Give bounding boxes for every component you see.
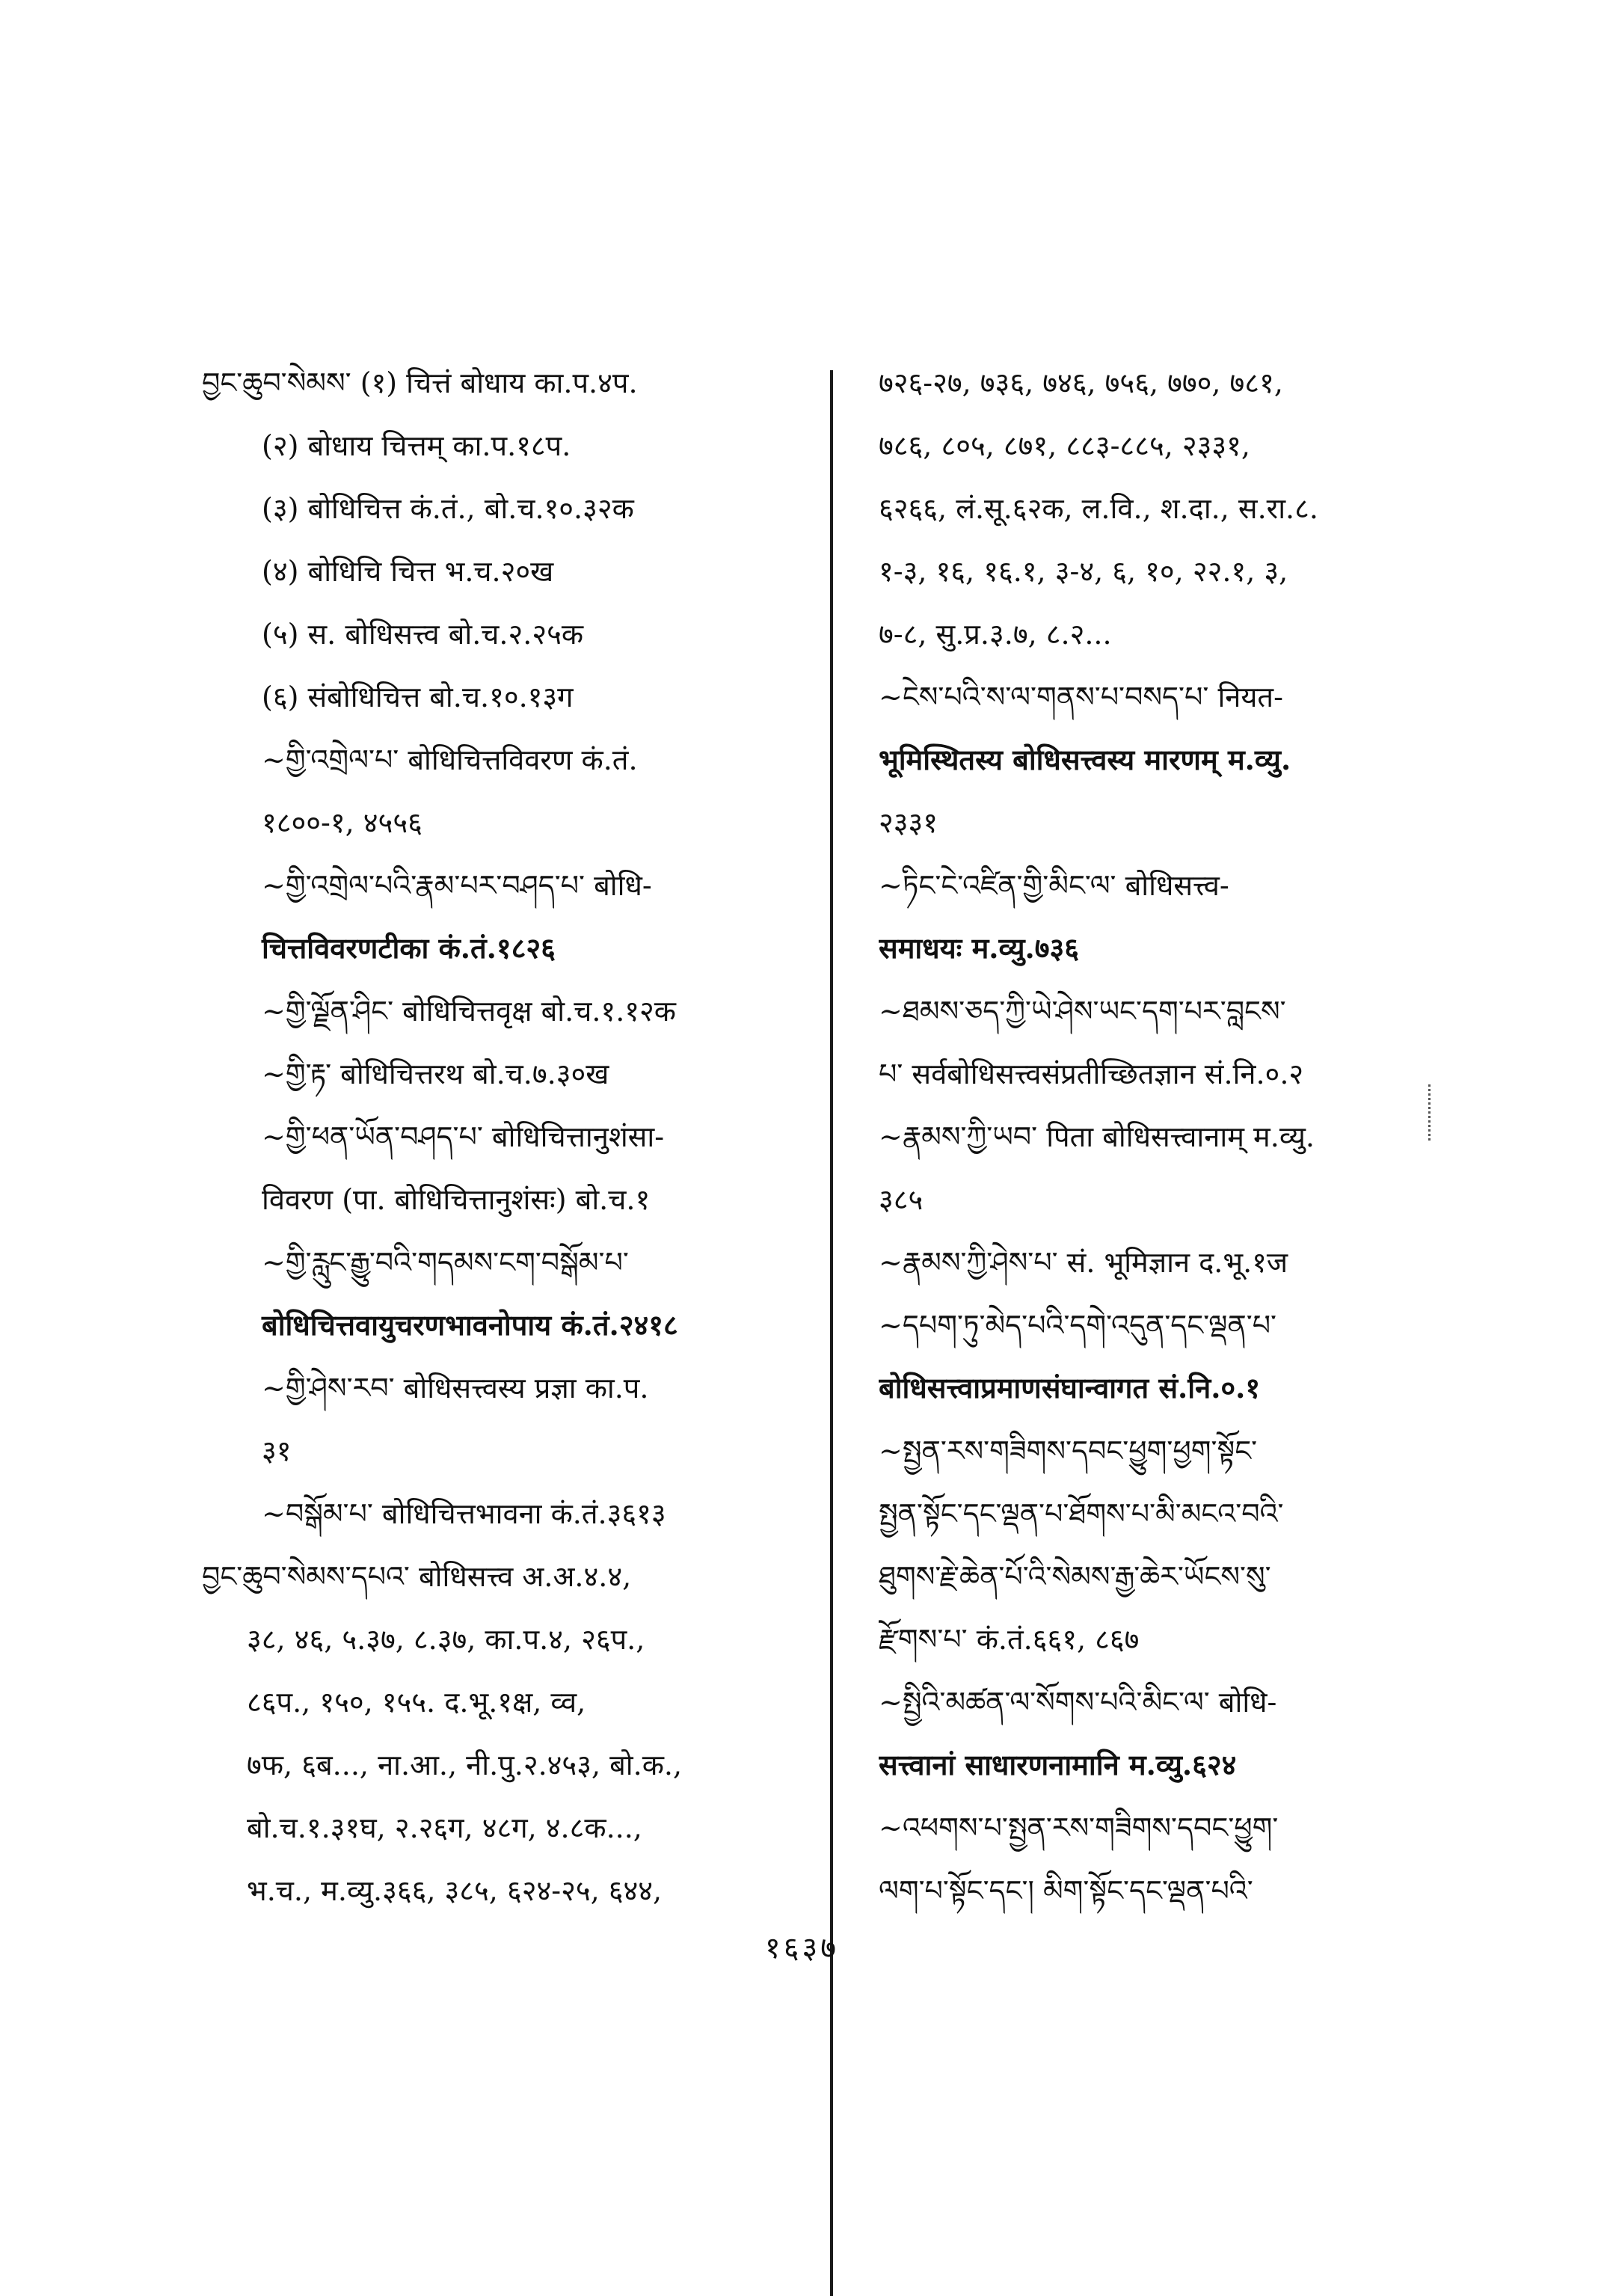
left-entry-line: བྱང་ཆུབ་སེམས་དཔའ་ बोधिसत्त्व अ.अ.४.४, (202, 1560, 632, 1593)
left-entry-line: ३८, ४६, ५.३७, ८.३७, का.प.४, २६प., (247, 1623, 645, 1656)
left-entry-line: भ.च., म.व्यु.३६६, ३८५, ६२४-२५, ६४४, (247, 1874, 663, 1907)
left-entry-line: བྱང་ཆུབ་སེམས་ (१) चित्तं बोधाय का.प.४प. (202, 366, 638, 399)
left-entry-line: (६) संबोधिचित्त बो.च.१०.१३ग (262, 681, 574, 713)
left-entry-line: ~གྱི་འགྲེལ་པ་ बोधिचित्तविवरण कं.तं. (262, 743, 638, 776)
margin-dots (1428, 1084, 1433, 1141)
right-entry-line: ལག་པ་སྟོང་དང་། མིག་སྟོང་དང་ལྡན་པའི་ (879, 1874, 1253, 1907)
left-entry-line: बोधिचित्तवायुचरणभावनोपाय कं.तं.२४१८ (262, 1308, 678, 1342)
right-entry-line: ~ཐམས་ཅད་ཀྱི་ཡེ་ཤེས་ཡང་དག་པར་བླངས་ (879, 995, 1286, 1028)
page-number: १६३७ (764, 1931, 840, 1965)
left-entry-line: चित्तविवरणटीका कं.तं.१८२६ (262, 931, 556, 965)
left-entry-line: बो.च.१.३१घ, २.२६ग, ४८ग, ४.८क..., (247, 1811, 642, 1844)
right-entry-line: ~སྤྱན་རས་གཟིགས་དབང་ཕྱུག་ཕྱག་སྟོང་ (879, 1434, 1258, 1467)
right-entry-line: རྫོགས་པ་ कं.तं.६६१, ८६७ (879, 1623, 1140, 1656)
right-entry-line: समाधयः म.व्यु.७३६ (879, 931, 1080, 965)
column-divider (830, 370, 833, 2296)
right-entry-line: ཐུགས་རྗེ་ཆེན་པོ་འི་སེམས་རྒྱ་ཆེར་ཡོངས་སུ་ (879, 1560, 1271, 1593)
left-entry-line: ~གྱི་རྟ་ बोधिचित्तरथ बो.च.७.३०ख (262, 1058, 609, 1090)
left-entry-line: ७फ, ६ब..., ना.आ., नी.पु.२.४५३, बो.क., (247, 1749, 683, 1781)
right-entry-line: भूमिस्थितस्य बोधिसत्त्वस्य मारणम् म.व्यु. (879, 743, 1291, 776)
left-entry-line: ~གྱི་ཕན་ཡོན་བཤད་པ་ बोधिचित्तानुशंसा- (262, 1120, 665, 1153)
left-entry-line: ~གྱི་རླུང་རྒྱུ་བའི་གདམས་ངག་བསྒོམ་པ་ (262, 1246, 629, 1279)
left-entry-line: ~གྱི་ལྗོན་ཤིང་ बोधिचित्तवृक्ष बो.च.१.१२क (262, 995, 676, 1028)
right-entry-line: बोधिसत्त्वाप्रमाणसंघान्वागत सं.नि.०.१ (879, 1371, 1261, 1405)
right-entry-line: ~ངེས་པའི་ས་ལ་གནས་པ་བསད་པ་ नियत- (879, 681, 1283, 713)
left-entry-line: (३) बोधिचित्त कं.तं., बो.च.१०.३२क (262, 492, 634, 525)
left-entry-line: ~གྱི་ཤེས་རབ་ बोधिसत्त्वस्य प्रज्ञा का.प. (262, 1372, 649, 1405)
right-entry-line: १-३, १६, १६.१, ३-४, ६, १०, २२.१, ३, (879, 555, 1288, 588)
left-entry-line: (४) बोधिचि चित्त भ.च.२०ख (262, 555, 554, 588)
right-entry-line: ~དཔག་ཏུ་མེད་པའི་དགེ་འདུན་དང་ལྡན་པ་ (879, 1309, 1277, 1342)
right-entry-line: ~རྣམས་ཀྱི་ཤེས་པ་ सं. भूमिज्ञान द.भू.१ज (879, 1246, 1288, 1279)
right-entry-line: ७८६, ८०५, ८७१, ८८३-८८५, २३३१, (879, 429, 1250, 462)
left-column (202, 352, 823, 1922)
left-entry-line: (२) बोधाय चित्तम् का.प.१८प. (262, 429, 571, 462)
right-entry-line: ~སྤྱིའི་མཚན་ལ་སོགས་པའི་མིང་ལ་ बोधि- (879, 1686, 1277, 1719)
right-entry-line: २३३१ (879, 806, 938, 839)
left-entry-line: ~གྱི་འགྲེལ་པའི་རྣམ་པར་བཤད་པ་ बोधि- (262, 869, 652, 902)
right-entry-line: ~རྣམས་ཀྱི་ཡབ་ पिता बोधिसत्त्वानाम् म.व्यु. (879, 1120, 1315, 1153)
right-entry-line: སྤྱན་སྟོང་དང་ལྡན་པ་ཐོགས་པ་མི་མངའ་བའི་ (879, 1497, 1284, 1530)
right-column (879, 352, 1477, 1922)
left-entry-line: विवरण (पा. बोधिचित्तानुशंसः) बो.च.१ (262, 1183, 651, 1216)
left-entry-line: १८००-१, ४५५६ (262, 806, 422, 839)
right-entry-line: ~ཏིང་ངེ་འཛིན་གྱི་མིང་ལ་ बोधिसत्त्व- (879, 869, 1229, 902)
right-entry-line: ~འཕགས་པ་སྤྱན་རས་གཟིགས་དབང་ཕྱུག་ (879, 1811, 1279, 1844)
left-entry-line: (५) स. बोधिसत्त्व बो.च.२.२५क (262, 618, 584, 651)
left-entry-line: ३१ (262, 1434, 292, 1467)
right-entry-line: ६२६६, लं.सू.६२क, ल.वि., श.दा., स.रा.८. (879, 492, 1318, 525)
right-entry-line: सत्त्वानां साधारणनामानि म.व्यु.६२४ (879, 1748, 1237, 1781)
left-entry-line: ८६प., १५०, १५५. द.भू.१क्ष, व्व, (247, 1686, 586, 1719)
right-entry-line: ३८५ (879, 1183, 924, 1216)
right-entry-line: ७२६-२७, ७३६, ७४६, ७५६, ७७०, ७८१, (879, 366, 1283, 399)
left-entry-line: ~བསྒོམ་པ་ बोधिचित्तभावना कं.तं.३६१३ (262, 1497, 666, 1530)
right-entry-line: ७-८, सु.प्र.३.७, ८.२... (879, 618, 1112, 651)
right-entry-line: པ་ सर्वबोधिसत्त्वसंप्रतीच्छितज्ञान सं.नि.०.२ (879, 1058, 1304, 1090)
